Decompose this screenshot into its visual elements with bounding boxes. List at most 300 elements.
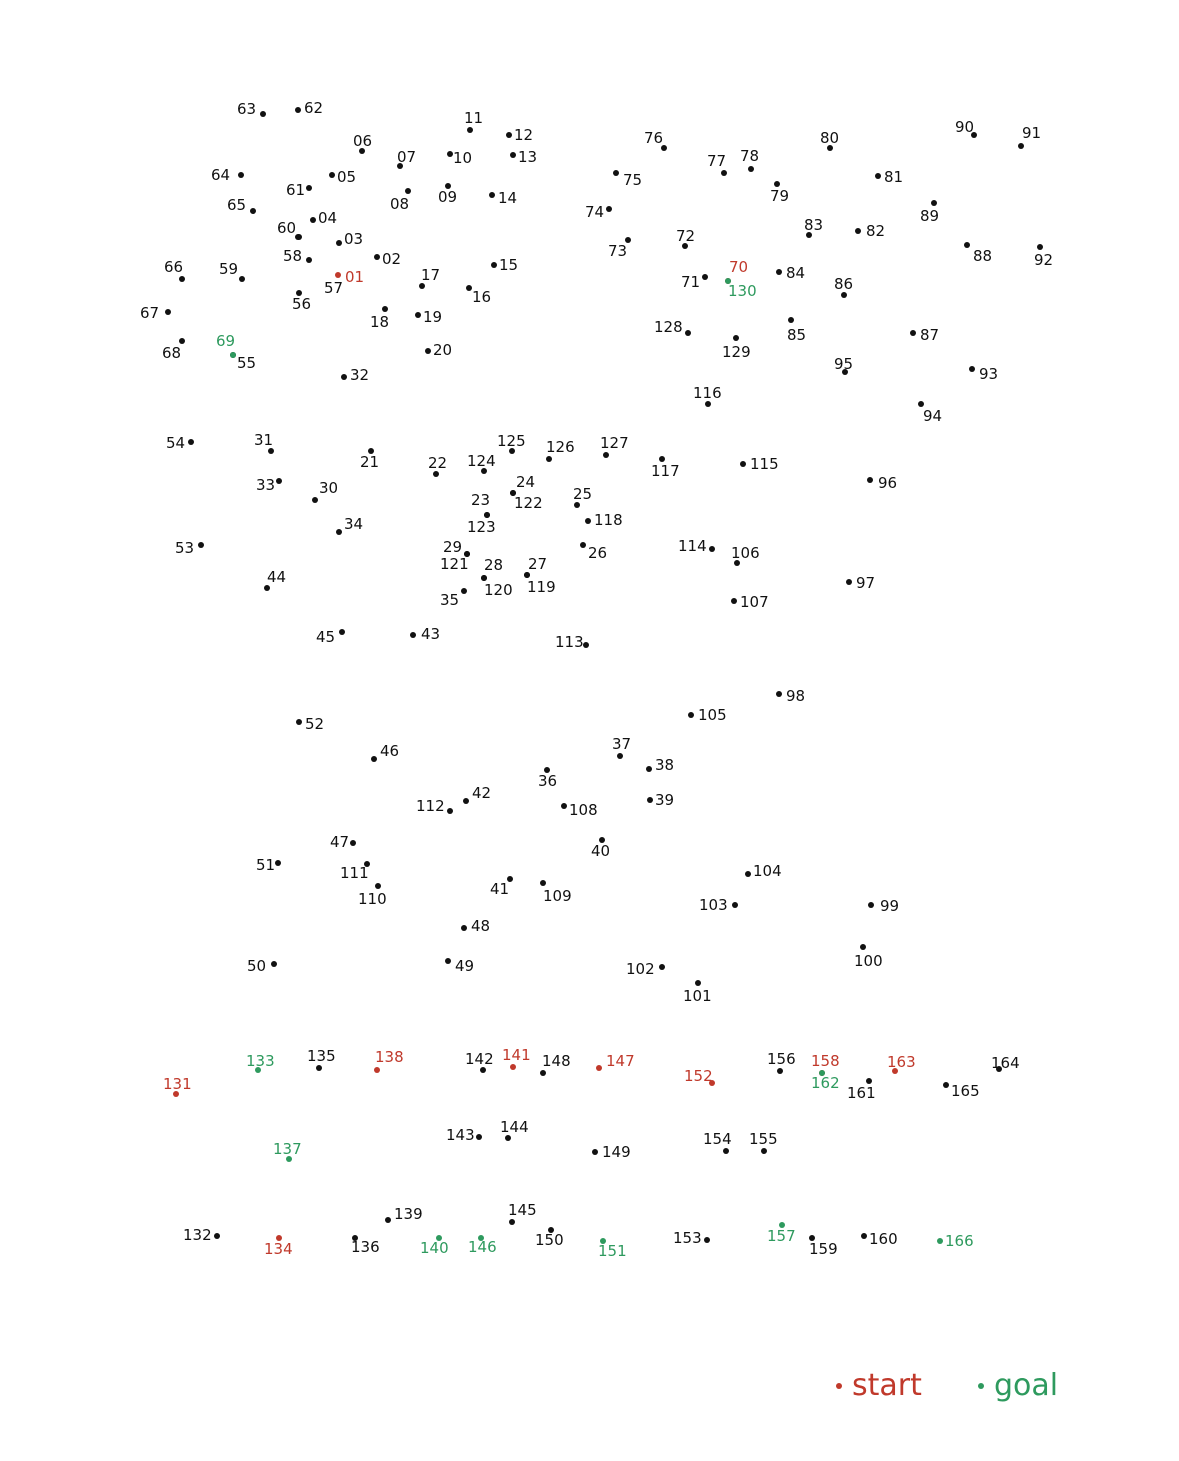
dot-31[interactable] [254, 431, 274, 454]
dot-71[interactable] [681, 273, 708, 291]
dot-81[interactable] [875, 168, 903, 186]
dot-marker[interactable] [491, 262, 497, 268]
dot-166[interactable] [937, 1232, 974, 1250]
dot-151[interactable] [598, 1238, 627, 1260]
dot-109[interactable] [540, 880, 572, 905]
dot-label: 125 [497, 432, 526, 450]
dot-64[interactable] [211, 166, 244, 184]
dot-78[interactable] [740, 147, 759, 172]
dot-label: 43 [421, 625, 441, 643]
dot-32[interactable] [341, 366, 369, 384]
dot-161[interactable] [847, 1078, 876, 1102]
dot-126[interactable] [546, 438, 575, 462]
dot-86[interactable] [834, 275, 853, 298]
dot-127[interactable] [600, 434, 629, 458]
dot-145[interactable] [508, 1201, 537, 1225]
dot-49[interactable] [445, 957, 474, 975]
dot-marker[interactable] [260, 111, 266, 117]
dot-108[interactable] [561, 801, 598, 819]
dot-144[interactable] [500, 1118, 529, 1141]
dot-137[interactable] [273, 1140, 302, 1162]
dot-label: 28 [484, 556, 504, 574]
dot-40[interactable] [591, 837, 610, 860]
dot-135[interactable] [307, 1047, 336, 1071]
dot-label: 106 [731, 544, 760, 562]
dot-marker[interactable] [276, 478, 282, 484]
dot-marker[interactable] [855, 228, 861, 234]
dot-136[interactable] [351, 1235, 380, 1256]
dot-107[interactable] [731, 593, 769, 611]
dot-150[interactable] [535, 1227, 564, 1249]
dot-112[interactable] [416, 797, 453, 815]
dot-marker[interactable] [861, 1233, 867, 1239]
dot-95[interactable] [834, 355, 853, 375]
dot-marker[interactable] [931, 200, 937, 206]
dot-marker[interactable] [585, 518, 591, 524]
dot-marker[interactable] [761, 1148, 767, 1154]
dot-142[interactable] [465, 1050, 494, 1073]
dot-140[interactable] [420, 1235, 449, 1257]
dot-marker[interactable] [647, 797, 653, 803]
dot-marker[interactable] [410, 632, 416, 638]
dot-68[interactable] [162, 338, 185, 362]
dot-marker[interactable] [214, 1233, 220, 1239]
dot-marker[interactable] [704, 1237, 710, 1243]
dot-60[interactable] [277, 219, 301, 240]
dot-11[interactable] [464, 109, 483, 133]
dot-22[interactable] [428, 454, 447, 477]
dot-160[interactable] [861, 1230, 898, 1248]
dot-marker[interactable] [239, 276, 245, 282]
dot-139[interactable] [385, 1205, 423, 1223]
dot-132[interactable] [183, 1226, 220, 1244]
dot-marker[interactable] [1037, 244, 1043, 250]
dot-97[interactable] [846, 574, 875, 592]
dot-47[interactable] [330, 833, 356, 851]
dot-08[interactable] [390, 188, 411, 213]
dot-154[interactable] [703, 1130, 732, 1154]
dot-label: 119 [527, 578, 556, 596]
dot-marker[interactable] [329, 172, 335, 178]
dot-18[interactable] [370, 306, 389, 331]
dot-85[interactable] [787, 317, 806, 344]
dot-48[interactable] [461, 917, 490, 935]
dot-marker[interactable] [350, 840, 356, 846]
dot-marker[interactable] [777, 1068, 783, 1074]
dot-05[interactable] [329, 168, 356, 186]
dot-42[interactable] [463, 784, 491, 804]
dot-marker[interactable] [382, 306, 388, 312]
dot-marker[interactable] [937, 1238, 943, 1244]
dot-marker[interactable] [415, 312, 421, 318]
dot-119[interactable] [524, 572, 556, 596]
dot-143[interactable] [446, 1126, 482, 1144]
dot-17[interactable] [419, 266, 440, 289]
dot-marker[interactable] [867, 477, 873, 483]
dot-marker[interactable] [1018, 143, 1024, 149]
dot-21[interactable] [360, 448, 379, 471]
dot-101[interactable] [683, 980, 712, 1005]
dot-100[interactable] [854, 944, 883, 970]
dot-marker[interactable] [709, 546, 715, 552]
dot-91[interactable] [1018, 124, 1041, 149]
dot-87[interactable] [910, 326, 939, 344]
dot-label: 31 [254, 431, 274, 449]
dot-120[interactable] [481, 575, 513, 599]
dot-73[interactable] [608, 237, 631, 260]
dot-131[interactable] [163, 1075, 192, 1097]
dot-marker[interactable] [510, 152, 516, 158]
dot-label: 52 [305, 715, 325, 733]
dot-label: 60 [277, 219, 297, 237]
dot-label: 20 [433, 341, 453, 359]
dot-label: 89 [920, 207, 940, 225]
dot-76[interactable] [644, 129, 667, 151]
dot-marker[interactable] [445, 958, 451, 964]
dot-113[interactable] [555, 633, 589, 651]
dot-133[interactable] [246, 1052, 275, 1073]
dot-103[interactable] [699, 896, 738, 914]
dot-148[interactable] [540, 1052, 571, 1076]
dot-marker[interactable] [721, 170, 727, 176]
dot-26[interactable] [580, 542, 607, 562]
dot-marker[interactable] [596, 1065, 602, 1071]
dot-marker[interactable] [868, 902, 874, 908]
dot-marker[interactable] [846, 579, 852, 585]
dot-label: 126 [546, 438, 575, 456]
dot-marker[interactable] [603, 452, 609, 458]
dot-marker[interactable] [702, 274, 708, 280]
dot-61[interactable] [286, 181, 312, 199]
dot-label: 33 [256, 476, 276, 494]
dot-marker[interactable] [510, 1064, 516, 1070]
dot-146[interactable] [468, 1235, 497, 1256]
dot-label: 66 [164, 258, 184, 276]
dot-marker[interactable] [943, 1082, 949, 1088]
dot-79[interactable] [770, 181, 789, 205]
dot-marker[interactable] [506, 132, 512, 138]
dot-marker[interactable] [310, 217, 316, 223]
dot-marker[interactable] [592, 1149, 598, 1155]
dot-label: 17 [421, 266, 441, 284]
dot-marker[interactable] [306, 185, 312, 191]
dot-41[interactable] [490, 876, 513, 898]
dot-110[interactable] [358, 883, 387, 908]
dot-label: 124 [467, 452, 496, 470]
dot-43[interactable] [410, 625, 440, 643]
dot-label: 108 [569, 801, 598, 819]
dot-10[interactable] [447, 149, 472, 167]
dot-marker[interactable] [374, 254, 380, 260]
dot-128[interactable] [654, 318, 691, 336]
dot-138[interactable] [374, 1048, 404, 1073]
dot-label: 35 [440, 591, 460, 609]
dot-46[interactable] [371, 742, 399, 762]
dot-marker[interactable] [461, 925, 467, 931]
dot-106[interactable] [731, 544, 760, 566]
dot-label: 51 [256, 856, 276, 874]
dot-77[interactable] [707, 152, 727, 176]
dot-115[interactable] [740, 455, 779, 473]
dot-03[interactable] [336, 230, 363, 248]
dot-19[interactable] [415, 308, 442, 326]
dot-14[interactable] [489, 189, 517, 207]
dot-74[interactable] [585, 203, 612, 221]
dot-label: 130 [728, 282, 757, 300]
dot-59[interactable] [219, 260, 245, 282]
dot-label: 113 [555, 633, 584, 651]
dot-38[interactable] [646, 756, 674, 774]
dot-54[interactable] [166, 434, 194, 452]
dot-16[interactable] [466, 285, 491, 306]
dot-label: 111 [340, 864, 369, 882]
dot-164[interactable] [991, 1054, 1020, 1072]
dot-marker[interactable] [613, 170, 619, 176]
dot-label: 07 [397, 148, 417, 166]
dot-134[interactable] [264, 1235, 293, 1258]
dot-153[interactable] [673, 1229, 710, 1247]
dot-marker[interactable] [467, 127, 473, 133]
dot-152[interactable] [684, 1067, 715, 1086]
dot-marker[interactable] [375, 883, 381, 889]
dot-12[interactable] [506, 126, 533, 144]
dot-label: 135 [307, 1047, 336, 1065]
dot-marker[interactable] [731, 598, 737, 604]
dot-marker[interactable] [238, 172, 244, 178]
dot-102[interactable] [626, 960, 665, 978]
goal-bullet [978, 1383, 984, 1389]
dot-marker[interactable] [461, 588, 467, 594]
dot-marker[interactable] [336, 240, 342, 246]
dot-114[interactable] [678, 537, 715, 555]
dot-75[interactable] [613, 170, 642, 189]
dot-marker[interactable] [165, 309, 171, 315]
dot-163[interactable] [887, 1053, 916, 1074]
dot-37[interactable] [612, 735, 631, 759]
dot-marker[interactable] [447, 808, 453, 814]
dot-marker[interactable] [463, 798, 469, 804]
dot-125[interactable] [497, 432, 526, 454]
dot-marker[interactable] [230, 352, 236, 358]
dot-07[interactable] [397, 148, 416, 169]
dot-label: 09 [438, 188, 458, 206]
dot-label: 03 [344, 230, 364, 248]
dot-marker[interactable] [540, 880, 546, 886]
dot-62[interactable] [295, 99, 323, 117]
dot-marker[interactable] [546, 456, 552, 462]
dot-marker[interactable] [275, 860, 281, 866]
dot-121[interactable] [440, 551, 470, 573]
dot-marker[interactable] [788, 317, 794, 323]
dot-83[interactable] [804, 216, 823, 238]
dot-marker[interactable] [733, 335, 739, 341]
dot-marker[interactable] [188, 439, 194, 445]
dot-117[interactable] [651, 456, 680, 480]
dot-30[interactable] [312, 479, 338, 503]
dot-82[interactable] [855, 222, 885, 240]
dot-89[interactable] [920, 200, 939, 225]
dot-118[interactable] [585, 511, 623, 529]
dot-marker[interactable] [748, 166, 754, 172]
dot-marker[interactable] [723, 1148, 729, 1154]
dot-marker[interactable] [617, 753, 623, 759]
dot-marker[interactable] [646, 766, 652, 772]
dot-marker[interactable] [561, 803, 567, 809]
dot-20[interactable] [425, 341, 452, 359]
dot-98[interactable] [776, 687, 805, 705]
dot-marker[interactable] [875, 173, 881, 179]
dot-marker[interactable] [776, 691, 782, 697]
dot-marker[interactable] [745, 871, 751, 877]
dot-marker[interactable] [271, 961, 277, 967]
dot-marker[interactable] [316, 1065, 322, 1071]
dot-53[interactable] [175, 539, 204, 557]
dot-69[interactable] [216, 332, 236, 358]
dot-94[interactable] [918, 401, 942, 425]
dot-44[interactable] [264, 568, 286, 591]
dot-marker[interactable] [385, 1217, 391, 1223]
dot-56[interactable] [292, 290, 311, 313]
dot-label: 21 [360, 453, 380, 471]
dot-159[interactable] [809, 1235, 838, 1258]
dot-marker[interactable] [371, 756, 377, 762]
dot-marker[interactable] [312, 497, 318, 503]
dot-marker[interactable] [860, 944, 866, 950]
dot-marker[interactable] [295, 107, 301, 113]
dot-label: 27 [528, 555, 548, 573]
dot-52[interactable] [296, 715, 324, 733]
dot-marker[interactable] [695, 980, 701, 986]
dot-label: 50 [247, 957, 267, 975]
dot-104[interactable] [745, 862, 782, 880]
dot-67[interactable] [140, 304, 171, 322]
dot-149[interactable] [592, 1143, 631, 1161]
dot-84[interactable] [776, 264, 805, 282]
dot-141[interactable] [502, 1046, 531, 1070]
dot-label: 40 [591, 842, 611, 860]
dot-156[interactable] [767, 1050, 796, 1074]
dot-label: 24 [516, 473, 536, 491]
dot-111[interactable] [340, 861, 370, 882]
dot-116[interactable] [693, 384, 722, 407]
dot-marker[interactable] [339, 629, 345, 635]
dot-93[interactable] [969, 365, 998, 383]
dot-label: 136 [351, 1238, 380, 1256]
dot-33[interactable] [256, 476, 282, 494]
dot-marker[interactable] [583, 642, 589, 648]
dot-129[interactable] [722, 335, 751, 361]
dot-marker[interactable] [685, 330, 691, 336]
dot-122[interactable] [510, 490, 543, 512]
dot-label: 73 [608, 242, 628, 260]
dot-marker[interactable] [306, 257, 312, 263]
dot-marker[interactable] [540, 1070, 546, 1076]
dot-label: 92 [1034, 251, 1054, 269]
dot-09[interactable] [438, 183, 457, 206]
dot-label: 129 [722, 343, 751, 361]
dot-marker[interactable] [776, 269, 782, 275]
dot-25[interactable] [573, 485, 592, 508]
dot-02[interactable] [374, 250, 401, 268]
dot-marker[interactable] [335, 272, 341, 278]
dot-marker[interactable] [732, 902, 738, 908]
dot-157[interactable] [767, 1222, 796, 1245]
dot-92[interactable] [1034, 244, 1053, 269]
dot-66[interactable] [164, 258, 185, 282]
dot-marker[interactable] [476, 1134, 482, 1140]
dot-162[interactable] [811, 1070, 840, 1092]
dot-marker[interactable] [688, 712, 694, 718]
dot-marker[interactable] [341, 374, 347, 380]
dot-99[interactable] [868, 897, 899, 915]
dot-39[interactable] [647, 791, 674, 809]
dot-marker[interactable] [250, 208, 256, 214]
dot-marker[interactable] [336, 529, 342, 535]
dot-marker[interactable] [606, 206, 612, 212]
dot-65[interactable] [227, 196, 256, 214]
dot-50[interactable] [247, 957, 277, 975]
dot-90[interactable] [955, 118, 977, 138]
dot-124[interactable] [467, 452, 496, 474]
dot-marker[interactable] [425, 348, 431, 354]
dot-label: 58 [283, 247, 303, 265]
dot-88[interactable] [964, 242, 992, 265]
dot-marker[interactable] [374, 1067, 380, 1073]
dot-96[interactable] [867, 474, 897, 492]
dot-35[interactable] [440, 588, 467, 609]
dot-marker[interactable] [910, 330, 916, 336]
dot-04[interactable] [310, 209, 337, 227]
dot-63[interactable] [237, 100, 266, 118]
dot-158[interactable] [811, 1052, 840, 1076]
dot-15[interactable] [491, 256, 518, 274]
dot-155[interactable] [749, 1130, 778, 1154]
dot-label: 122 [514, 494, 543, 512]
dot-123[interactable] [467, 512, 496, 536]
dot-label: 103 [699, 896, 728, 914]
dot-80[interactable] [820, 129, 839, 151]
dot-34[interactable] [336, 515, 363, 535]
dot-label: 93 [979, 365, 999, 383]
dot-06[interactable] [353, 132, 372, 154]
dot-marker[interactable] [296, 719, 302, 725]
dot-marker[interactable] [405, 188, 411, 194]
dot-label: 159 [809, 1240, 838, 1258]
dot-marker[interactable] [198, 542, 204, 548]
dot-165[interactable] [943, 1082, 980, 1100]
dot-marker[interactable] [740, 461, 746, 467]
dot-72[interactable] [676, 227, 695, 249]
dot-marker[interactable] [489, 192, 495, 198]
dot-marker[interactable] [580, 542, 586, 548]
dot-13[interactable] [510, 148, 537, 166]
dot-label: 77 [707, 152, 727, 170]
dot-label: 65 [227, 196, 247, 214]
dot-label: 71 [681, 273, 701, 291]
dot-marker[interactable] [969, 366, 975, 372]
dot-105[interactable] [688, 706, 727, 724]
dot-marker[interactable] [509, 1219, 515, 1225]
dot-36[interactable] [538, 767, 557, 790]
dot-marker[interactable] [179, 276, 185, 282]
dot-130[interactable] [725, 278, 757, 300]
dot-45[interactable] [316, 628, 345, 646]
dot-marker[interactable] [964, 242, 970, 248]
dot-147[interactable] [596, 1052, 635, 1071]
dot-marker[interactable] [659, 964, 665, 970]
dot-label: 84 [786, 264, 806, 282]
dot-51[interactable] [256, 856, 281, 874]
